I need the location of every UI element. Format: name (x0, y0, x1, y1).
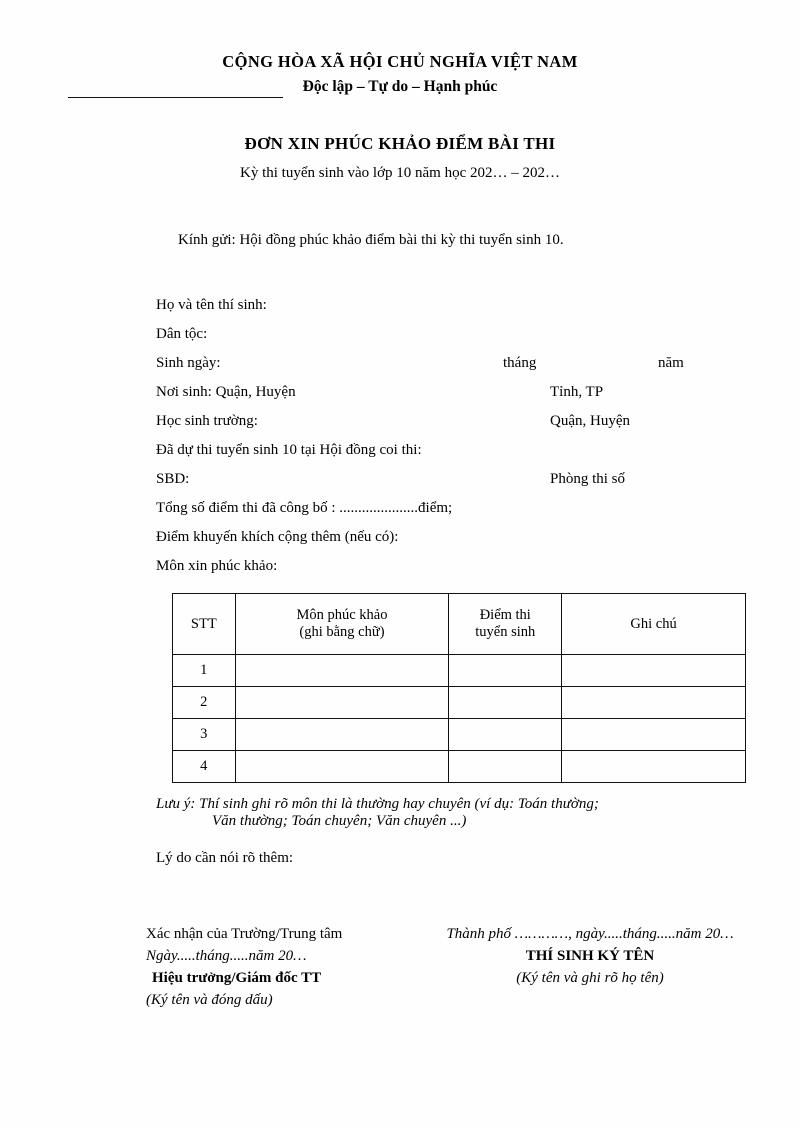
header-divider-rule (68, 97, 283, 98)
page-title: ĐƠN XIN PHÚC KHẢO ĐIỂM BÀI THI (244, 134, 556, 153)
field-label: Học sinh trường: (156, 413, 258, 429)
column-header-score (449, 594, 562, 655)
cell-stt: 2 (173, 687, 236, 719)
field-row (156, 349, 800, 378)
field-row (156, 291, 800, 320)
subjects-table-wrapper (0, 593, 800, 783)
cell-note[interactable] (562, 687, 746, 719)
document-header (0, 0, 800, 96)
field-label-year: năm (658, 355, 684, 371)
field-label: Dân tộc: (156, 326, 208, 342)
column-header-subject-line2: (ghi bằng chữ) (299, 624, 385, 640)
field-label: Họ và tên thí sinh: (156, 297, 267, 313)
signature-candidate-date: Thành phố …………, ngày.....tháng.....năm 20… (446, 926, 734, 942)
field-row (156, 407, 800, 436)
cell-score[interactable] (449, 655, 562, 687)
cell-stt: 4 (173, 751, 236, 783)
subjects-table (172, 593, 746, 783)
cell-score[interactable] (449, 687, 562, 719)
nation-title: CỘNG HÒA XÃ HỘI CHỦ NGHĨA VIỆT NAM (222, 52, 578, 71)
note-line-2: Văn thường; Toán chuyên; Văn chuyên ...) (212, 813, 467, 829)
cell-stt: 1 (173, 655, 236, 687)
cell-note[interactable] (562, 751, 746, 783)
cell-note[interactable] (562, 655, 746, 687)
signature-candidate (440, 923, 740, 989)
signature-school-role: Hiệu trưởng/Giám đốc TT (152, 970, 322, 986)
reason-label: Lý do cần nói rõ thêm: (156, 850, 294, 866)
signature-candidate-title: THÍ SINH KÝ TÊN (525, 948, 655, 964)
title-block (0, 134, 800, 182)
column-header-note: Ghi chú (562, 594, 746, 655)
field-label-province: Tỉnh, TP (550, 384, 604, 400)
page-subtitle: Kỳ thi tuyển sinh vào lớp 10 năm học 202… – 202… (240, 165, 560, 181)
signature-school-hint: (Ký tên và đóng dấu) (146, 992, 273, 1008)
field-row (156, 465, 800, 494)
field-row (156, 552, 800, 581)
form-fields (0, 291, 800, 581)
field-label: Đã dự thi tuyển sinh 10 tại Hội đồng coi thi: (156, 442, 422, 458)
field-label: Nơi sinh: Quận, Huyện (156, 384, 296, 400)
recipient-line: Kính gửi: Hội đồng phúc khảo điểm bài thi kỳ thi tuyển sinh 10. (178, 232, 564, 248)
cell-subject[interactable] (235, 719, 449, 751)
nation-motto: Độc lập – Tự do – Hạnh phúc (302, 78, 498, 95)
field-label: SBD: (156, 471, 190, 487)
signature-school (146, 923, 342, 1011)
field-label: Tổng số điểm thi đã công bố : .....................điểm; (156, 500, 453, 516)
column-header-score-line1: Điểm thi (479, 607, 531, 623)
note-line-1: Lưu ý: Thí sinh ghi rõ môn thi là thường hay chuyên (ví dụ: Toán thường; (156, 796, 599, 812)
field-label-month: tháng (503, 355, 537, 371)
table-row (173, 687, 746, 719)
field-row (156, 523, 800, 552)
field-row (156, 378, 800, 407)
signature-block (0, 923, 800, 1043)
field-row (156, 494, 800, 523)
note-block (0, 796, 800, 830)
field-label-district: Quận, Huyện (550, 413, 630, 429)
column-header-subject-line1: Môn phúc khảo (296, 607, 388, 623)
field-row (156, 320, 800, 349)
field-label: Điểm khuyến khích cộng thêm (nếu có): (156, 529, 399, 545)
table-row (173, 751, 746, 783)
table-header-row (173, 594, 746, 655)
field-label-room: Phòng thi số (550, 471, 626, 487)
table-row (173, 655, 746, 687)
column-header-score-line2: tuyển sinh (475, 624, 536, 640)
cell-score[interactable] (449, 719, 562, 751)
column-header-subject (235, 594, 449, 655)
column-header-stt: STT (173, 594, 236, 655)
cell-subject[interactable] (235, 751, 449, 783)
cell-subject[interactable] (235, 655, 449, 687)
field-label: Môn xin phúc khảo: (156, 558, 278, 574)
field-row (156, 436, 800, 465)
cell-note[interactable] (562, 719, 746, 751)
signature-school-line1: Xác nhận của Trường/Trung tâm (146, 926, 343, 942)
signature-school-date: Ngày.....tháng.....năm 20… (146, 948, 307, 964)
cell-subject[interactable] (235, 687, 449, 719)
signature-candidate-hint: (Ký tên và ghi rõ họ tên) (516, 970, 664, 986)
field-label: Sinh ngày: (156, 355, 221, 371)
cell-stt: 3 (173, 719, 236, 751)
cell-score[interactable] (449, 751, 562, 783)
table-row (173, 719, 746, 751)
